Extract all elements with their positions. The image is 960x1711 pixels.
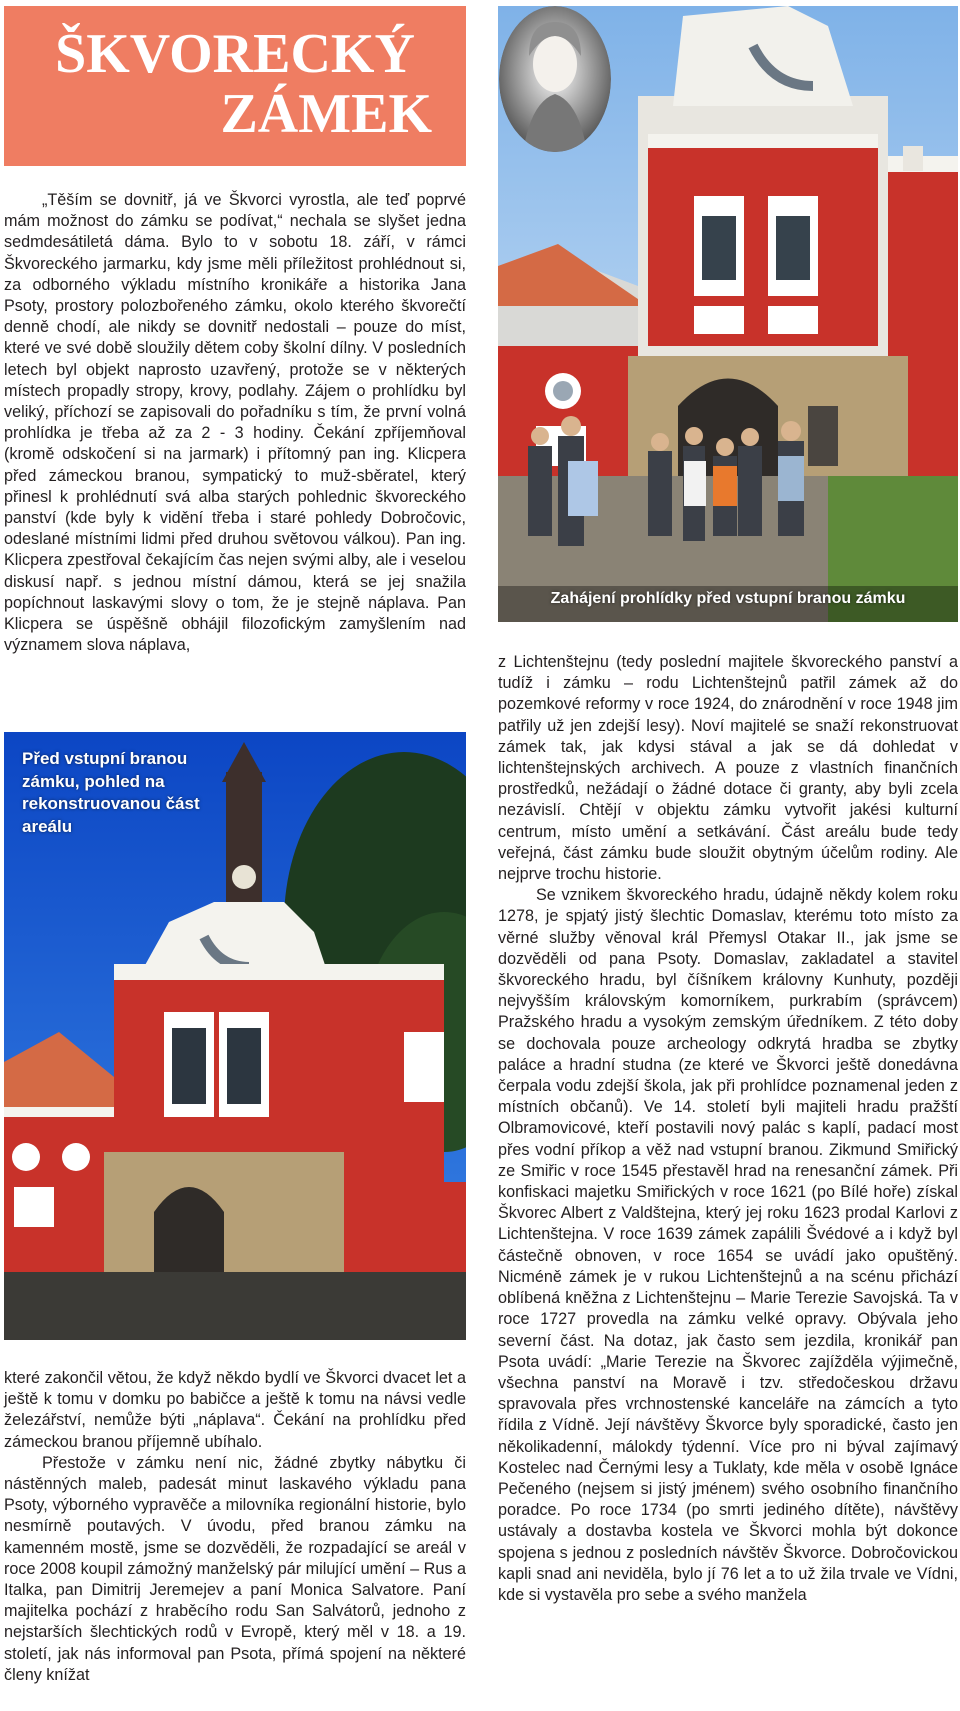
photo-caption-tour-start: Zahájení prohlídky před vstupní branou zámku [550,590,906,607]
article-text-left-top [4,190,466,656]
article-title [4,6,466,166]
photo-caption-gate-view: Před vstupní branou zámku, pohled na rekonstruovanou část areálu [22,749,200,836]
portrait-medallion [499,6,611,152]
paragraph: z Lichtenštejnu (tedy poslední majitele škvoreckého panství a tudíž i zámku – rodu Lichtenštejnů patřil zámek až do pozemkové reformy v roce 1924, do znárodnění v roce 1948 jim patřily už jen zdejší lesy). Noví majitelé se snaží rekonstruovat zámek tak, jak kdysi stával a jak se dá dohledat v lichtenštejnských archivech. A pouze z vlastních finančních prostředků, nežádají o žádné dotace či granty, aby byli zcela nezávislí. Chtějí v objektu zámku vytvořit jakési kulturní centrum, místo umění a setkávání. Část areálu bude tedy veřejná, část zámku bude sloužit obytným účelům rodiny. Ale nejprve trochu historie. [498,653,958,884]
paragraph: Přestože v zámku není nic, žádné zbytky nábytku či nástěnných maleb, padesát minut laskavého výkladu pana Psoty, výborného vypravěče a milovníka regionální historie, bylo nesmírně poutavých. V úvodu, před branou zámku na kamenném mostě, jsme se dozvěděli, že rozpadající se areál v roce 2008 koupil zámožný manželský pár milující umění – Rus a Italka, pan Dimitrij Jeremejev a paní Monica Salvatore. Paní majitelka pochází z hraběcího rodu San Salvátorů, jednoho z nejstarších šlechtických rodů v Evropě, který měl v 18. a 19. století, jak nás informoval pan Psota, přímá spojení na některé členy knížat [4,1453,466,1684]
title-line-1: ŠKVORECKÝ [55,23,415,85]
paragraph: „Těším se dovnitř, já ve Škvorci vyrostla, ale teď poprvé mám možnost do zámku se podívat,“ nechala se slyšet jedna sedmdesátiletá dáma. Bylo to v sobotu 18. září, v rámci Škvoreckého jarmarku, kdy jsme měli příležitost prohlédnout si, za odborného výkladu místního kronikáře a historika Jana Psoty, prostory polozbořeného zámku, okolo kterého škvorečtí denně chodí, ale nikdy se dovnitř nedostali – pouze do míst, které ve své době sloužily dětem coby školní dílny. V posledních letech byl objekt naprosto uzavřený, protože se v některých místech propadly stropy, krovy, podlahy. Zájem o prohlídku byl veliký, příchozí se zapisovali do pořadníku s tím, že první volná prohlídka je třeba až za 2 - 3 hodiny. Čekání zpříjemňoval (kromě odskočení si na jarmark) i přítomný pan ing. Klicpera před zámeckou branou, sympatický to muž-sběratel, který přinesl k prohlédnutí svá alba starých pohlednic škvoreckého panství (kde byly k vidění třeba i staré pohledy Dobročovic, odeslané místními lidmi před druhou světovou válkou). Pan ing. Klicpera zpestřoval čekajícím čas nejen svými alby, ale i veselou diskusí např. s jednou místní dámou, která se jej snažila popíchnout laskavými slovy o tom, že je stejně náplava. Pan Klicpera se úspěšně obhájil filozofickým zamyšlením nad významem slova náplava, [4,191,466,655]
paragraph: které zakončil větou, že když někdo bydlí ve Škvorci dvacet let a ještě k tomu v domku po babičce a ještě k tomu na návsi vedle železářství, nemůže býti „náplava“. Čekání na prohlídku před zámeckou branou příjemně ubíhalo. [4,1369,466,1451]
title-line-2: ZÁMEK [220,83,432,145]
article-text-right [498,652,958,1606]
paragraph: Se vznikem škvoreckého hradu, údajně někdy kolem roku 1278, je spjatý jistý šlechtic Domaslav, kterému toto místo za věrné služby věnoval král Přemysl Otakar II., jak jsme se dozvěděli od pana Psoty. Domaslav, zakladatel a stavitel škvoreckého hradu, byl číšníkem královny Kunhuty, později nejvyšším královským komorníkem, purkrabím (správcem) Pražského hradu a vysokým zemským úředníkem. Z této doby se dochovala pouze archeology odkrytá hradba se zbytky paláce a hradní studna (ze které ve Škvorci ještě donedávna čerpala vodu zdejší škola, jak při prohlídce poznamenal jeden z místních občanů). Ve 14. století byli majiteli hradu pražští Olbramovicové, kteří postavili nový palác s kaplí, padací most přes vodní příkop a věž nad vstupní branou. Zikmund Smiřický ze Smiřic v roce 1545 přestavěl hrad na renesanční zámek. Při konfiskaci majetku Smiřických v roce 1621 (po Bílé hoře) získal Škvorec Albert z Valdštejna, který jej roku 1623 prodal Karlovi z Lichtenštejna. V roce 1639 zámek zapálili Švédové a i když byl částečně obnoven, v roce 1654 se uvádí jako opuštěný. Nicméně zámek je v rukou Lichtenštejnů a na scénu přichází oblíbená kněžna z Lichtenštejnu – Marie Terezie Savojská. Ta v roce 1727 provedla na zámku velké opravy. Obývala jeho severní část. Na dotaz, jak často sem jezdila, kronikář pan Psota uvádí: „Marie Terezie na Škvorec zajížděla výjimečně, všechna panství na Moravě i tzv. středočeskou državu spravovala přes vrchnostenské kanceláře na zámcích a tyto řídila z Vídně. Její návštěvy Škvorce byly sporadické, často jen několikadenní, málokdy týdenní. Více pro ni býval zajímavý Kostelec nad Černými lesy a Tuklaty, kde měla v osobě Ignáce Pečeného (nejsem si jistý jménem) svého osobního finančního poradce. Po roce 1734 (po smrti jediného dítěte), návštěvy ustávaly a dostavba kostela ve Škvorci mohla být dokonce spojena s jednou z posledních návštěv Škvorce. Dobročovickou kapli snad ani neviděla, bylo jí 76 let a to už žila trvale ve Vídni, kde si vystavěla pro sebe a svého manžela [498,886,958,1604]
article-text-left-bottom [4,1368,466,1686]
